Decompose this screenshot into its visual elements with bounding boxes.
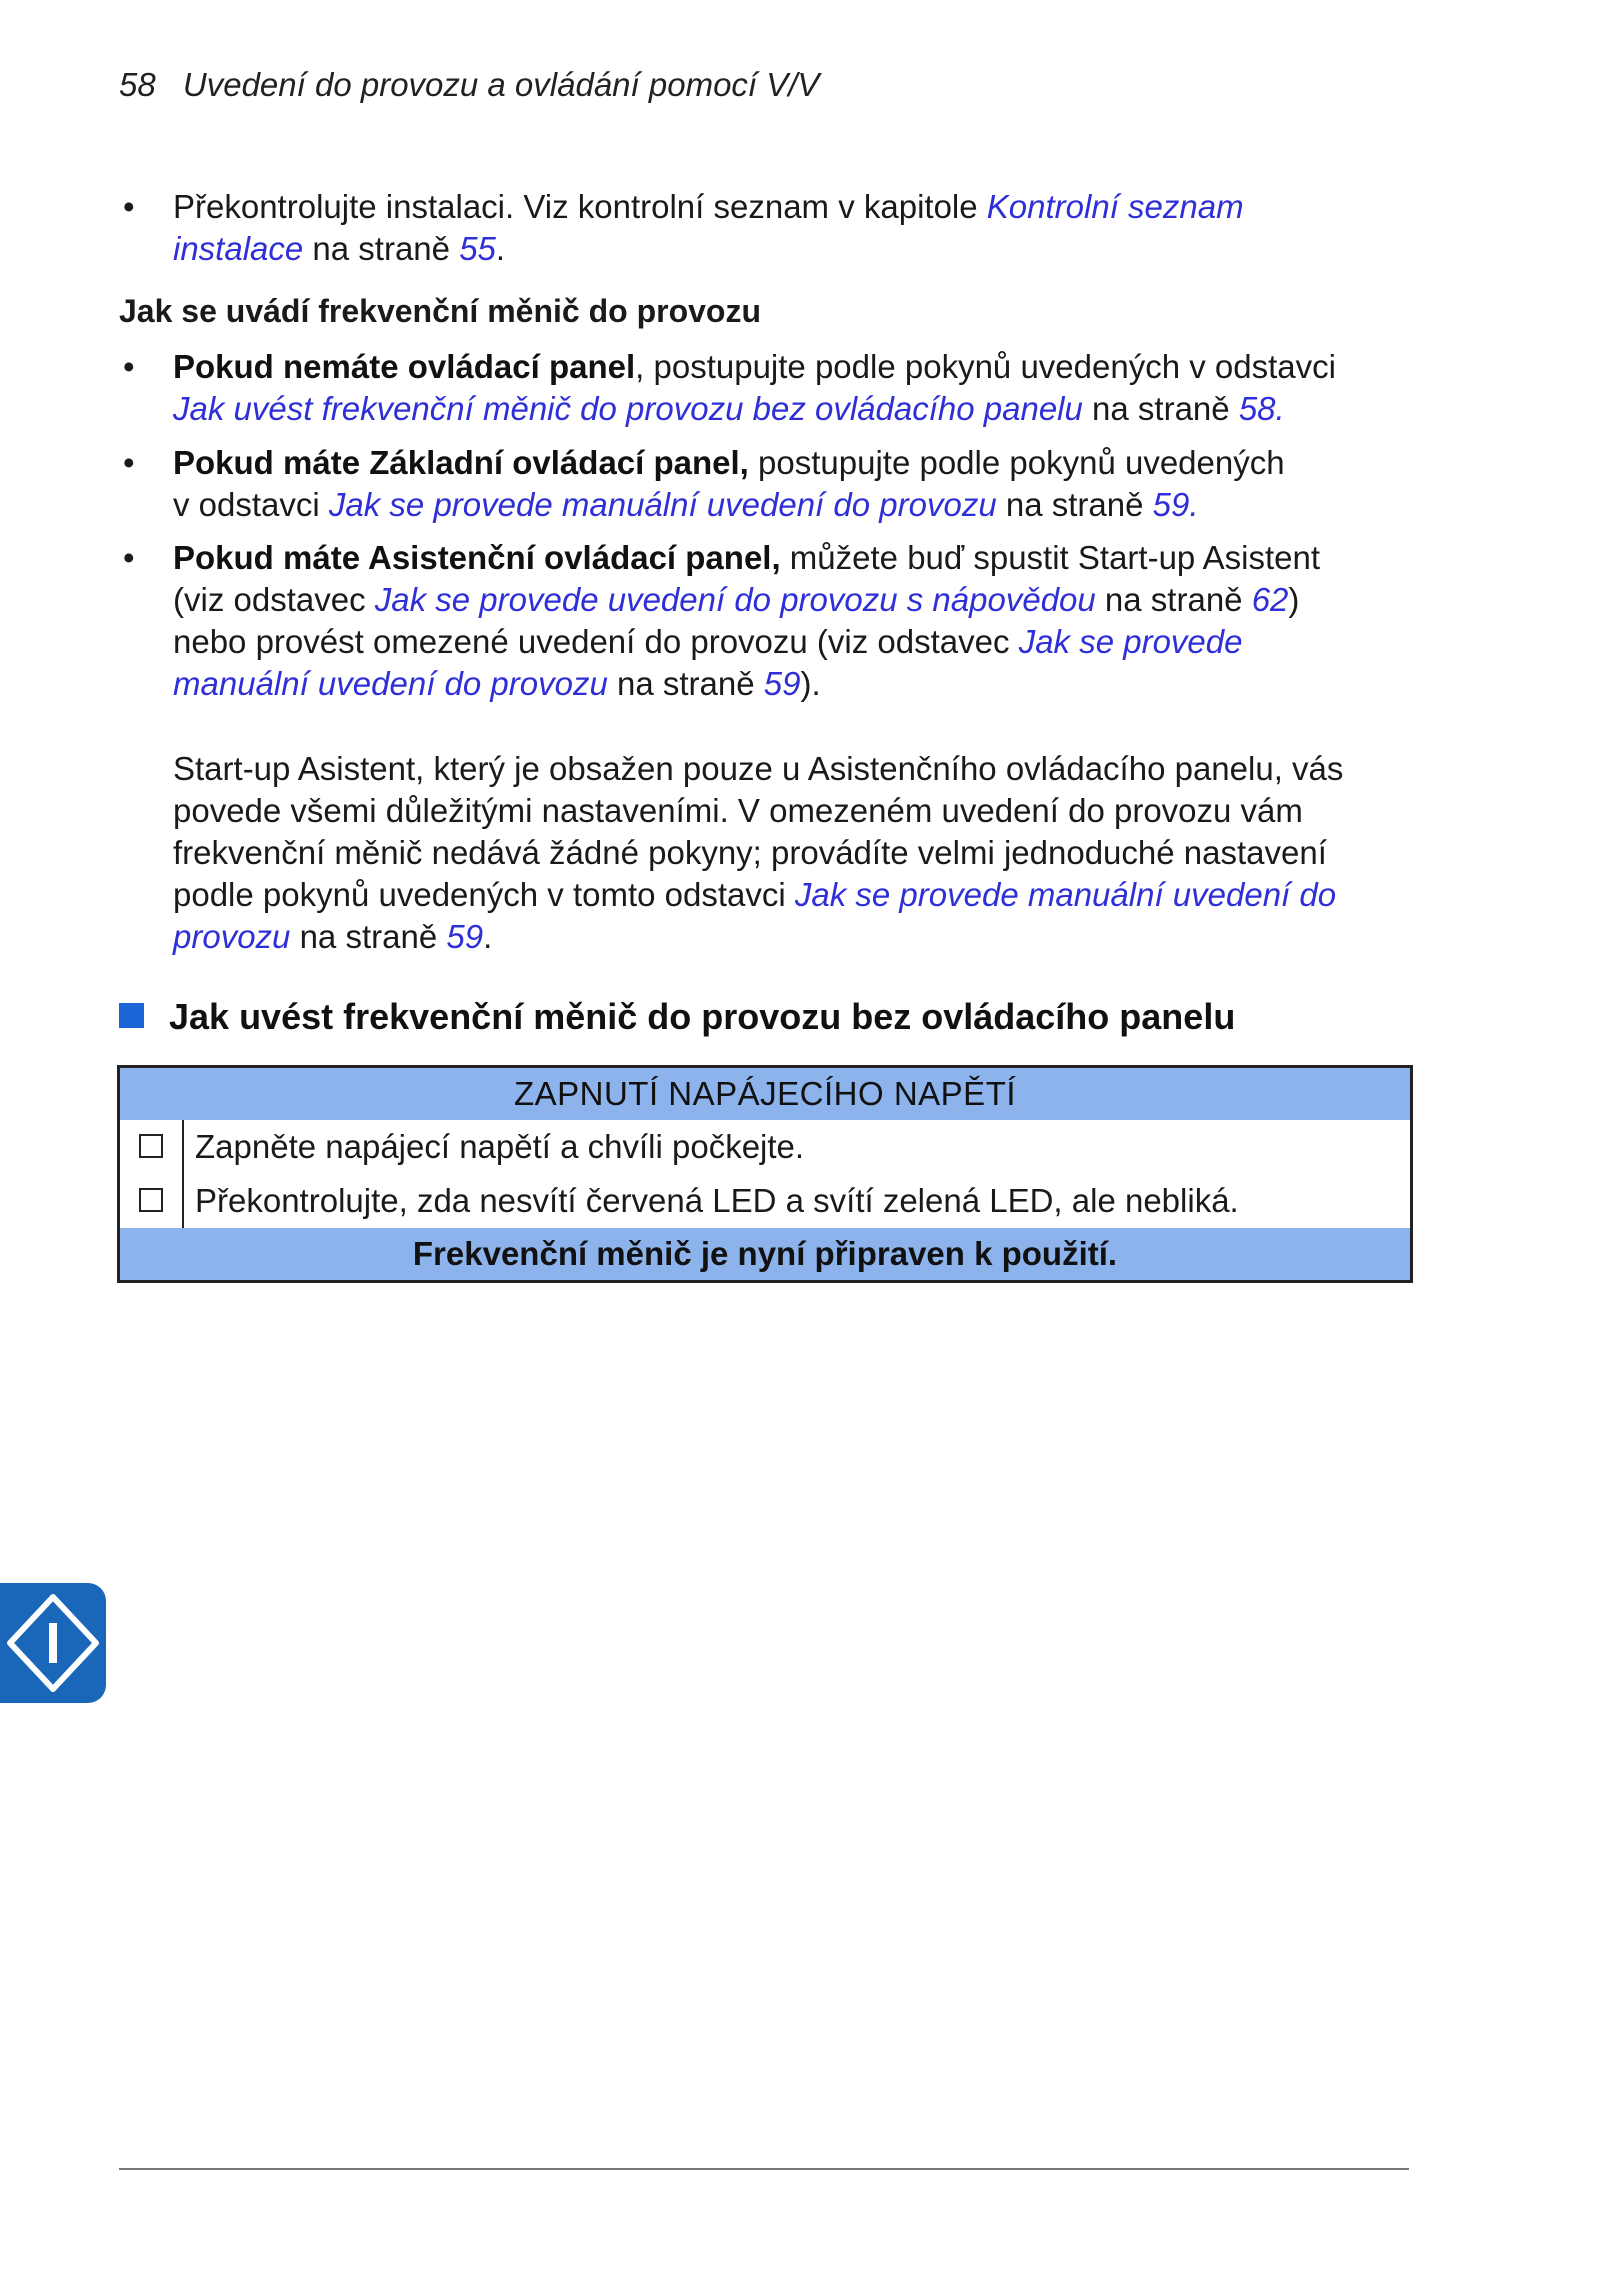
checklist-table	[117, 1065, 1413, 1283]
bullet-dot: •	[123, 188, 135, 225]
bullet-dot: •	[123, 539, 135, 576]
subheading: Jak se uvádí frekvenční měnič do provozu	[119, 293, 761, 329]
bullet-bold: Pokud nemáte ovládací panel	[173, 348, 636, 385]
paragraph-line: podle pokynů uvedených v tomto odstavci	[173, 876, 795, 913]
footer-rule	[119, 2168, 1409, 2170]
link-bez-ovladaciho-panelu[interactable]: Jak uvést frekvenční měnič do provozu bez ovládacího panelu	[173, 390, 1083, 427]
link-manualni-uvedeni-3[interactable]: Jak se provede manuální uvedení do	[794, 876, 1337, 913]
link-manualni-uvedeni-2[interactable]: manuální uvedení do provozu	[173, 665, 608, 702]
bullet-text: na straně	[303, 230, 460, 267]
paragraph-line: frekvenční měnič nedává žádné pokyny; provádíte velmi jednoduché nastavení	[173, 834, 1327, 871]
paragraph-line: povede všemi důležitými nastaveními. V omezeném uvedení do provozu vám	[173, 792, 1303, 829]
link-manualni-uvedeni[interactable]: Jak se provede manuální uvedení do provozu	[328, 486, 997, 523]
paragraph-line: na straně	[290, 918, 447, 955]
checkbox-icon[interactable]	[139, 1134, 163, 1158]
page-header	[119, 66, 819, 104]
link-uvedeni-s-napovedou[interactable]: Jak se provede uvedení do provozu s nápovědou	[374, 581, 1096, 618]
link-page-55[interactable]: 55	[459, 230, 496, 267]
bullet-basic-panel	[119, 442, 1419, 526]
link-page-59[interactable]: 59	[763, 665, 801, 702]
paragraph-line: .	[483, 918, 493, 955]
link-kontrolni-seznam[interactable]: Kontrolní seznam	[986, 188, 1244, 225]
section-square-icon	[119, 1003, 144, 1028]
page-number: 58	[119, 66, 156, 103]
bullet-text: na straně	[607, 665, 764, 702]
bullet-text: )	[1288, 581, 1300, 618]
link-jak-se-provede[interactable]: Jak se provede	[1018, 623, 1243, 660]
bullet-text: můžete buď spustit Start-up Asistent	[780, 539, 1321, 576]
bullet-text: na straně	[996, 486, 1153, 523]
link-page-59[interactable]: 59	[446, 918, 484, 955]
link-page-62[interactable]: 62	[1251, 581, 1289, 618]
bullet-bold: Pokud máte Základní ovládací panel,	[173, 444, 749, 481]
bullet-no-panel	[119, 346, 1419, 430]
checkbox-icon[interactable]	[139, 1188, 163, 1212]
link-provozu[interactable]: provozu	[173, 918, 291, 955]
checkbox-cell	[119, 1120, 184, 1174]
bullet-text: ).	[800, 665, 821, 702]
bullet-text: , postupujte podle pokynů uvedených v odstavci	[635, 348, 1336, 385]
bullet-text: na straně	[1082, 390, 1239, 427]
bullet-check-installation	[119, 186, 1419, 270]
bullet-bold: Pokud máte Asistenční ovládací panel,	[173, 539, 781, 576]
bullet-dot: •	[123, 444, 135, 481]
start-up-diamond-icon	[0, 1583, 106, 1703]
checklist-row: Překontrolujte, zda nesvítí červená LED a svítí zelená LED, ale nebliká.	[195, 1182, 1239, 1219]
startup-assistant-paragraph	[173, 748, 1473, 958]
link-page-58[interactable]: 58.	[1238, 390, 1285, 427]
bullet-text: (viz odstavec	[173, 581, 375, 618]
chapter-title: Uvedení do provozu a ovládání pomocí V/V	[182, 66, 820, 103]
bullet-assistant-panel	[119, 537, 1419, 705]
checklist-header: ZAPNUTÍ NAPÁJECÍHO NAPĚTÍ	[119, 1067, 1412, 1121]
section-title: Jak uvést frekvenční měnič do provozu bez ovládacího panelu	[169, 996, 1236, 1037]
link-page-59[interactable]: 59.	[1152, 486, 1199, 523]
bullet-text: Překontrolujte instalaci. Viz kontrolní seznam v kapitole	[173, 188, 987, 225]
bullet-text: postupujte podle pokynů uvedených	[748, 444, 1285, 481]
section-heading	[119, 996, 1235, 1038]
paragraph-line: Start-up Asistent, který je obsažen pouze u Asistenčního ovládacího panelu, vás	[173, 750, 1344, 787]
bullet-dot: •	[123, 348, 135, 385]
bullet-text: .	[495, 230, 506, 267]
checklist-row: Zapněte napájecí napětí a chvíli počkejte.	[195, 1128, 805, 1165]
link-instalace[interactable]: instalace	[173, 230, 304, 267]
checkbox-cell	[119, 1174, 184, 1228]
bullet-text: nebo provést omezené uvedení do provozu (viz odstavec	[173, 623, 1019, 660]
bullet-text: v odstavci	[173, 486, 329, 523]
checklist-footer: Frekvenční měnič je nyní připraven k použití.	[119, 1228, 1412, 1282]
bullet-text: na straně	[1095, 581, 1252, 618]
